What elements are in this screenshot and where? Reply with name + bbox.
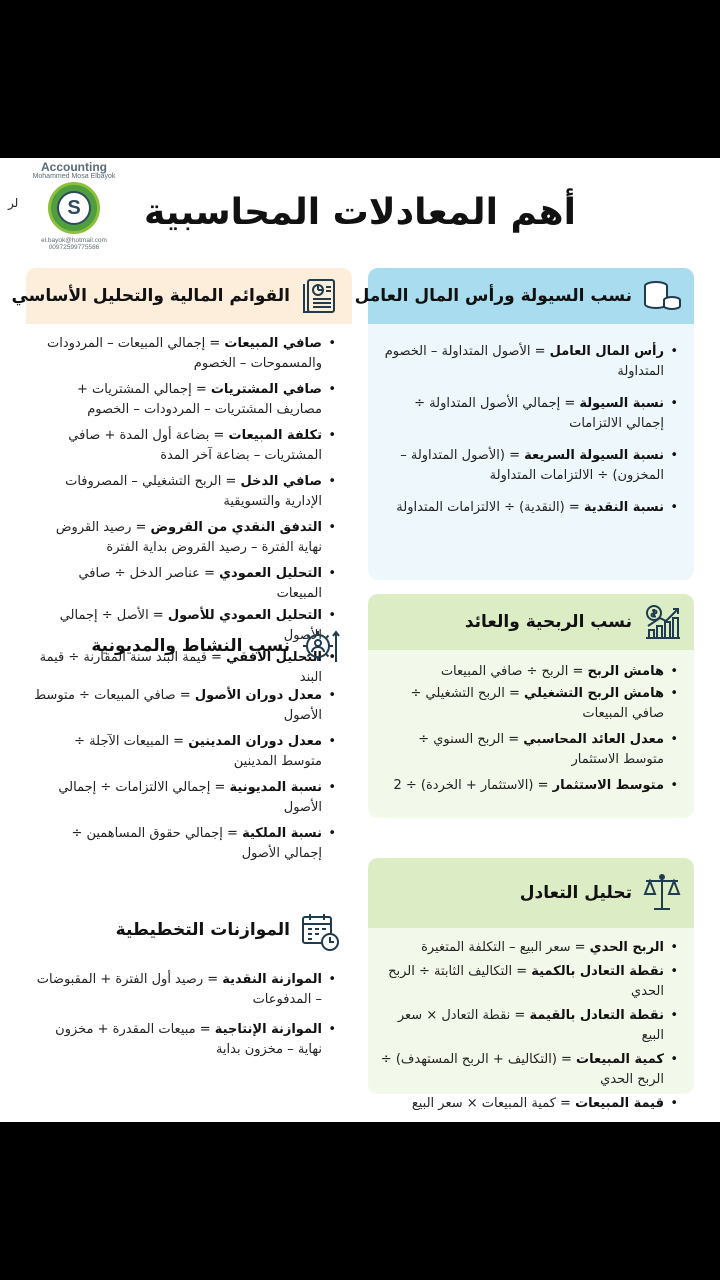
card-budgets-header — [26, 902, 352, 958]
list-item: • التحليل العمودي = عناصر الدخل ÷ صافي المبيعات — [34, 564, 338, 604]
card-activity-header — [26, 618, 352, 674]
logo-phone: 00972599775586 — [48, 244, 100, 251]
card-statements-header — [11, 268, 352, 324]
card-activity-title: نسب النشاط والمديونية — [91, 636, 290, 656]
list-item: • رأس المال العامل = الأصول المتداولة – الخصوم المتداولة — [376, 342, 680, 382]
list-item: • كمية المبيعات = (التكاليف + الربح المستهدف) ÷ الربح الحدي — [376, 1050, 680, 1090]
list-item: • نسبة السيولة = إجمالي الأصول المتداولة ÷ إجمالي الالتزامات — [376, 394, 680, 434]
logo-letter: S — [57, 191, 91, 225]
growth-chart-icon — [642, 604, 682, 640]
infographic-sheet — [0, 158, 720, 1122]
coins-stack-icon — [642, 278, 682, 314]
list-item: • صافي المبيعات = إجمالي المبيعات – المردودات والمسموحات – الخصوم — [34, 334, 338, 374]
list-item: • معدل دوران المدينين = المبيعات الآجلة ÷ متوسط المدينين — [34, 732, 338, 772]
card-liquidity-header — [354, 268, 694, 324]
list-item: • نسبة المديونية = إجمالي الالتزامات ÷ إجمالي الأصول — [34, 778, 338, 818]
list-item: • الربح الحدي = سعر البيع – التكلفة المتغيرة — [376, 938, 680, 958]
card-profitability-header — [368, 594, 694, 650]
list-item: • قيمة المبيعات = كمية المبيعات × سعر البيع — [376, 1094, 680, 1114]
list-item: • التحليل الأفقي = قيمة البند سنة المقارنة ÷ قيمة البند — [34, 648, 338, 688]
list-item: • صافي المشتريات = إجمالي المشتريات + مصاريف المشتريات – المردودات – الخصوم — [34, 380, 338, 420]
list-item: • نسبة النقدية = (النقدية) ÷ الالتزامات المتداولة — [376, 498, 680, 518]
logo-brand: Accounting — [41, 160, 107, 174]
list-item: • تكلفة المبيعات = بضاعة أول المدة + صافي المشتريات – بضاعة آخر المدة — [34, 426, 338, 466]
card-liquidity-list — [368, 324, 694, 518]
list-item: • الموازنة الإنتاجية = مبيعات المقدرة + مخزون نهاية – مخزون بداية — [34, 1020, 338, 1060]
list-item: • معدل دوران الأصول = صافي المبيعات ÷ متوسط الأصول — [34, 686, 338, 726]
list-item: • نقطة التعادل بالكمية = التكاليف الثابتة ÷ الربح الحدي — [376, 962, 680, 1002]
balance-scale-icon — [642, 872, 682, 908]
card-profitability-title: نسب الربحية والعائد — [464, 612, 632, 632]
logo-owner: Mohammed Mosa Elbayok — [32, 173, 116, 180]
corner-mark: لر — [8, 196, 19, 210]
list-item: • صافي الدخل = الربح التشغيلي – المصروفات الإدارية والتسويقية — [34, 472, 338, 512]
list-item: • التدفق النقدي من القروض = رصيد القروض نهاية الفترة – رصيد القروض بداية الفترة — [34, 518, 338, 558]
card-liquidity-title: نسب السيولة ورأس المال العامل — [354, 286, 632, 306]
list-item: • نقطة التعادل بالقيمة = نقطة التعادل × سعر البيع — [376, 1006, 680, 1046]
calendar-clock-icon — [300, 912, 340, 948]
logo — [24, 158, 124, 258]
list-item: • نسبة الملكية = إجمالي حقوق المساهمين ÷ إجمالي الأصول — [34, 824, 338, 864]
list-item: • التحليل العمودي للأصول = الأصل ÷ إجمالي الأصول — [34, 606, 338, 646]
card-breakeven — [368, 858, 694, 1111]
list-item: • الموازنة النقدية = رصيد أول الفترة + المقبوضات – المدفوعات — [34, 970, 338, 1010]
list-item: • هامش الربح التشغيلي = الربح التشغيلي ÷ صافي المبيعات — [376, 684, 680, 724]
page-title: أهم المعادلات المحاسبية — [144, 192, 576, 233]
card-breakeven-header — [368, 858, 694, 928]
card-budgets-list — [26, 958, 352, 1060]
gear-person-icon — [300, 628, 340, 664]
card-liquidity — [354, 268, 694, 580]
card-activity — [26, 618, 352, 868]
card-statements-title: القوائم المالية والتحليل الأساسي — [11, 286, 290, 306]
card-breakeven-title: تحليل التعادل — [519, 883, 632, 903]
card-profitability — [368, 594, 694, 818]
card-budgets-title: الموازنات التخطيطية — [115, 920, 290, 940]
list-item: • هامش الربح = الربح ÷ صافي المبيعات — [376, 662, 680, 682]
card-budgets — [26, 902, 352, 1072]
card-activity-list — [26, 674, 352, 864]
list-item: • معدل العائد المحاسبي = الربح السنوي ÷ متوسط الاستثمار — [376, 730, 680, 770]
list-item: • نسبة السيولة السريعة = (الأصول المتداولة – المخزون) ÷ الالتزامات المتداولة — [376, 446, 680, 486]
card-profitability-list — [368, 650, 694, 796]
logo-coin-icon — [48, 182, 100, 234]
card-breakeven-list — [368, 928, 694, 1114]
logo-email: el.bayok@hotmail.com — [41, 237, 107, 244]
list-item: • متوسط الاستثمار = (الاستثمار + الخردة) ÷ 2 — [376, 776, 680, 796]
financial-report-icon — [300, 278, 340, 314]
